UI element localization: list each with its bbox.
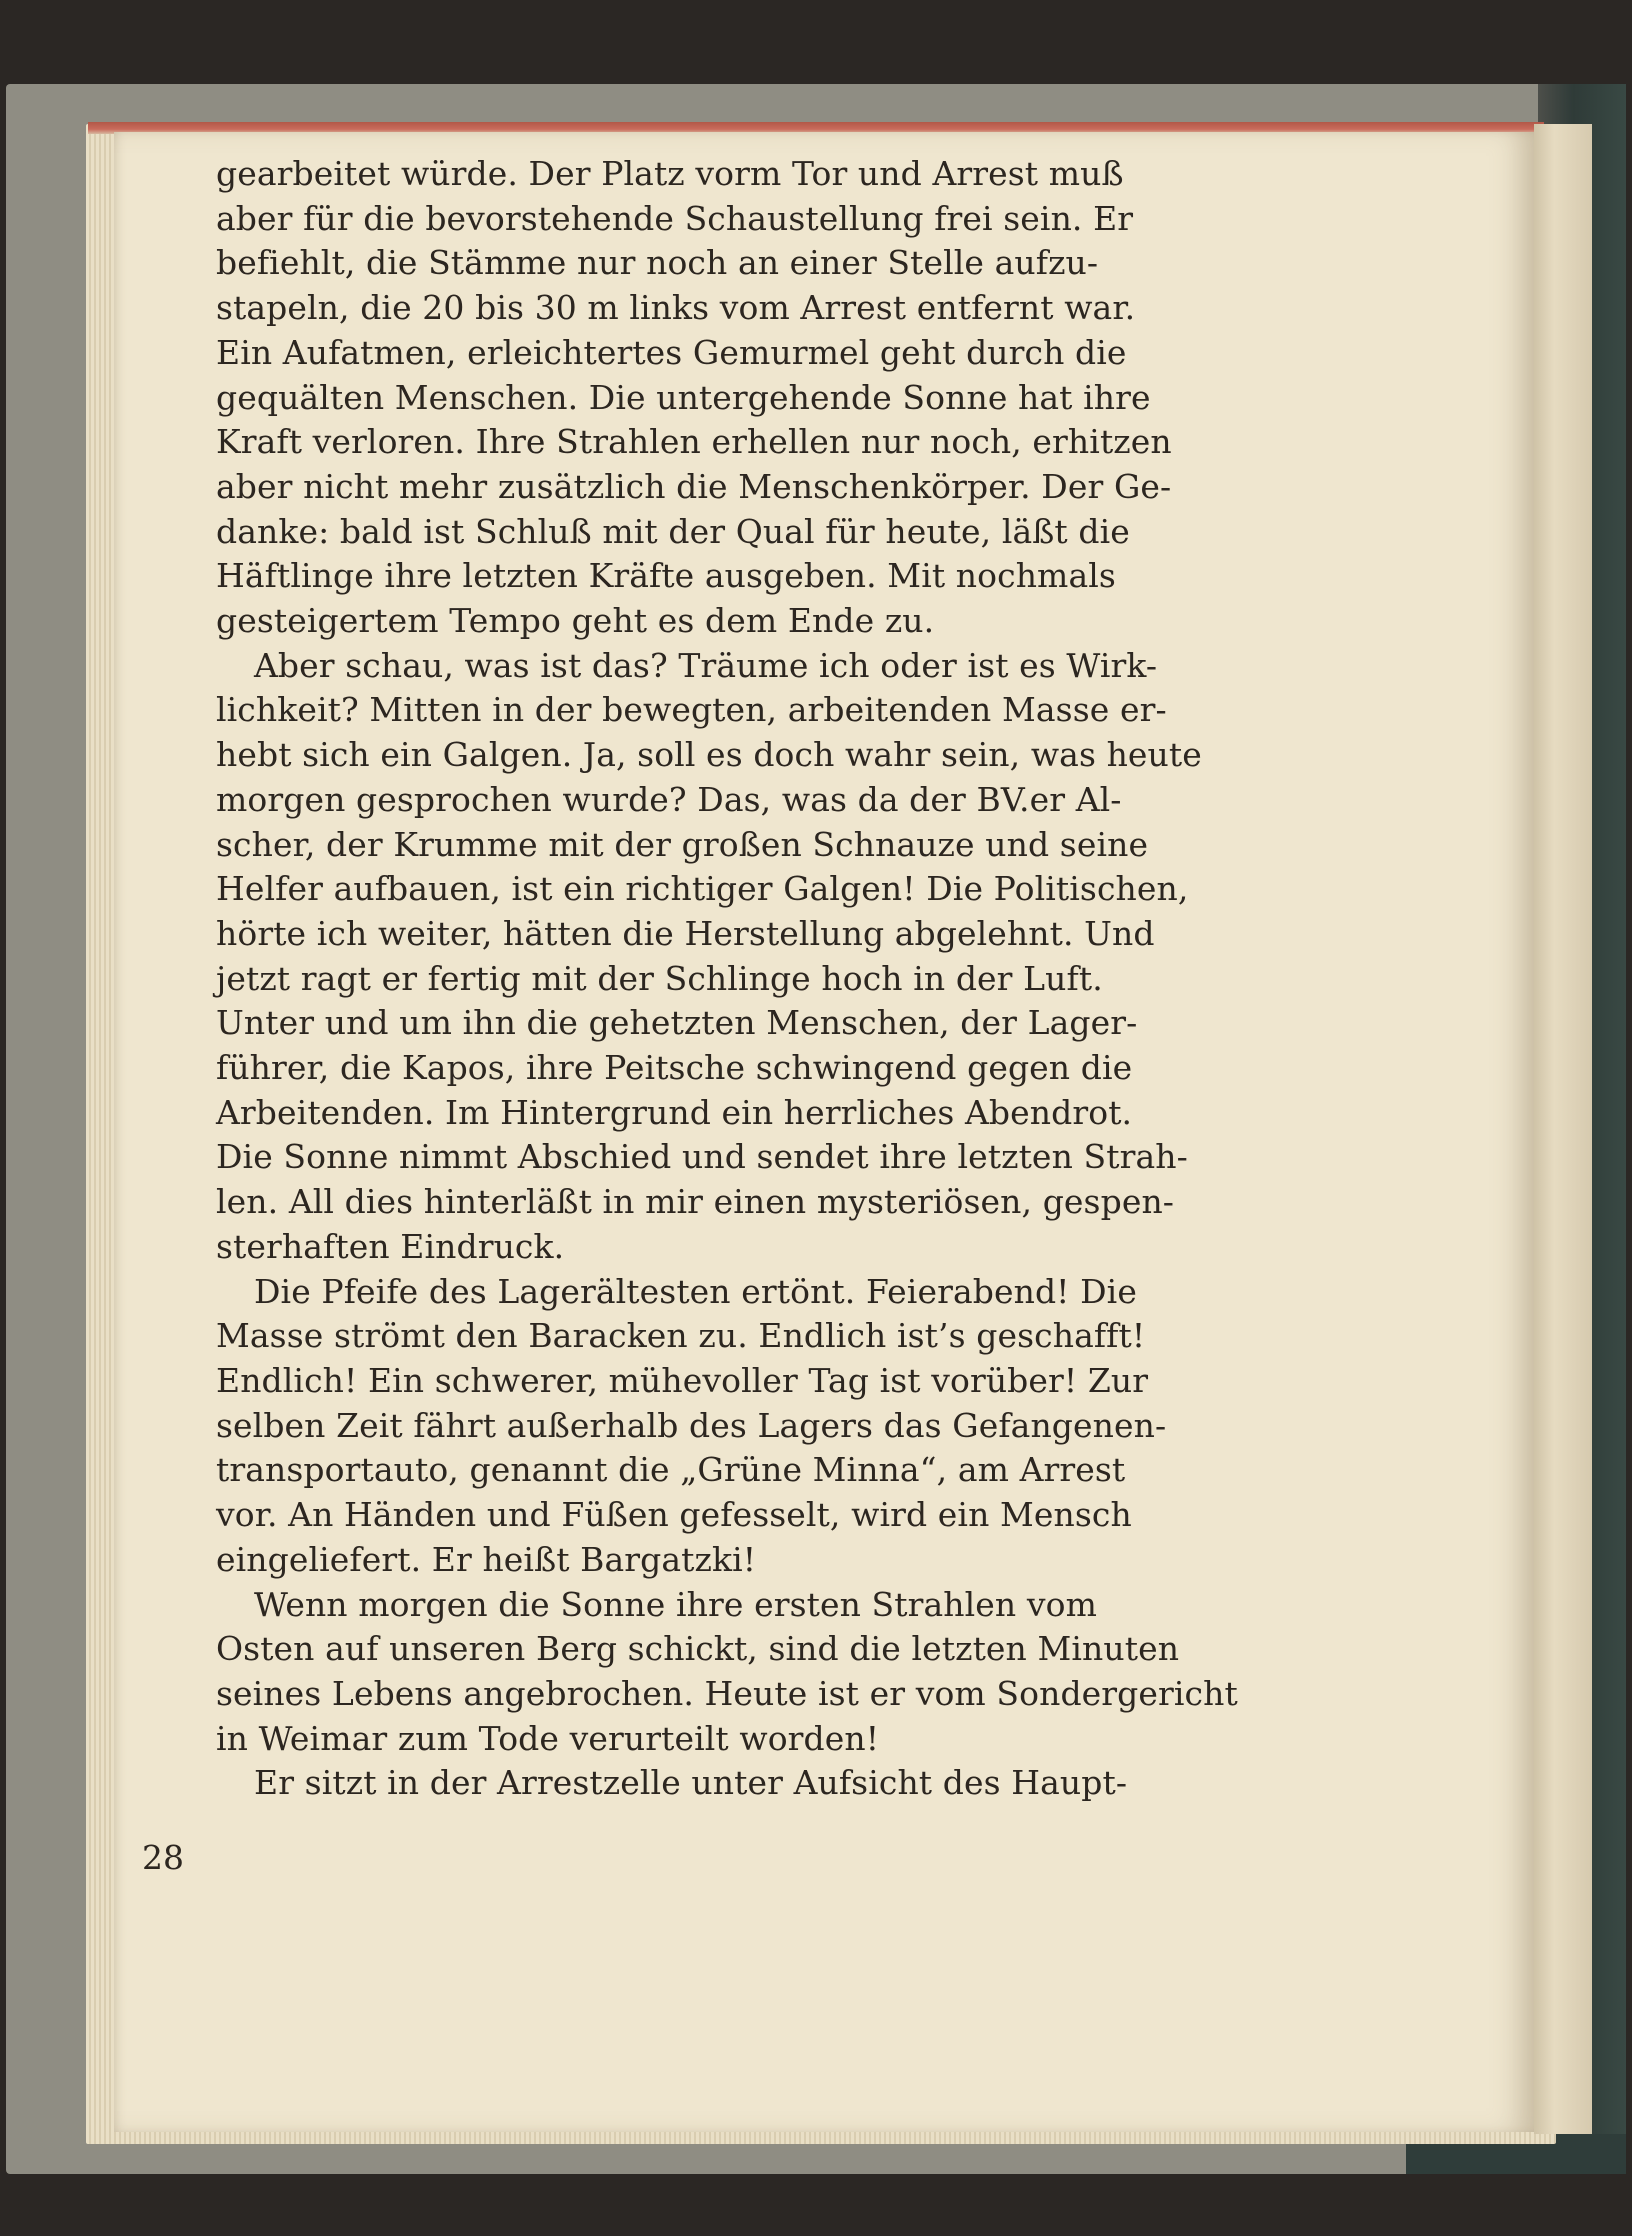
page-number: 28 [142, 1838, 184, 1877]
text-line: seines Lebens angebrochen. Heute ist er vom Sondergericht [216, 1673, 1238, 1713]
text-line: Arbeitenden. Im Hintergrund ein herrliches Abendrot. [216, 1092, 1133, 1132]
facing-page-edge [1534, 124, 1592, 2134]
text-line: Unter und um ihn die gehetzten Menschen, der Lager- [216, 1003, 1138, 1043]
paragraph-start-line: Wenn morgen die Sonne ihre ersten Strahlen vom [254, 1584, 1097, 1624]
text-line: aber nicht mehr zusätzlich die Menschenkörper. Der Ge- [216, 466, 1172, 506]
text-line: Masse strömt den Baracken zu. Endlich ist’s geschafft! [216, 1316, 1146, 1356]
text-line: gearbeitet würde. Der Platz vorm Tor und Arrest muß [216, 154, 1124, 193]
text-line: selben Zeit fährt außerhalb des Lagers das Gefangenen- [216, 1405, 1167, 1445]
page-text [216, 152, 1386, 1806]
paragraph-start-line: Aber schau, was ist das? Träume ich oder ist es Wirk- [254, 645, 1158, 685]
text-line: Die Sonne nimmt Abschied und sendet ihre letzten Strah- [216, 1137, 1188, 1177]
text-line: lichkeit? Mitten in der bewegten, arbeitenden Masse er- [216, 690, 1167, 730]
text-line: sterhaften Eindruck. [216, 1226, 565, 1266]
text-line: Ein Aufatmen, erleichtertes Gemurmel geht durch die [216, 332, 1127, 372]
text-line: befiehlt, die Stämme nur noch an einer Stelle aufzu- [216, 243, 1099, 283]
paragraph-start-line: Die Pfeife des Lagerältesten ertönt. Feierabend! Die [254, 1271, 1137, 1311]
text-line: Endlich! Ein schwerer, mühevoller Tag ist vorüber! Zur [216, 1360, 1149, 1400]
text-line: gequälten Menschen. Die untergehende Sonne hat ihre [216, 377, 1151, 417]
paragraph-start-line: Er sitzt in der Arrestzelle unter Aufsicht des Haupt- [254, 1763, 1128, 1803]
text-line: transportauto, genannt die „Grüne Minna“, am Arrest [216, 1450, 1126, 1490]
text-line: aber für die bevorstehende Schaustellung frei sein. Er [216, 198, 1134, 238]
text-line: danke: bald ist Schluß mit der Qual für heute, läßt die [216, 511, 1130, 551]
text-line: Kraft verloren. Ihre Strahlen erhellen nur noch, erhitzen [216, 422, 1172, 462]
text-line: in Weimar zum Tode verurteilt worden! [216, 1718, 880, 1758]
text-line: jetzt ragt er fertig mit der Schlinge hoch in der Luft. [216, 958, 1103, 998]
text-line: scher, der Krumme mit der großen Schnauze und seine [216, 824, 1149, 864]
text-line: hebt sich ein Galgen. Ja, soll es doch wahr sein, was heute [216, 735, 1202, 775]
text-line: Osten auf unseren Berg schickt, sind die letzten Minuten [216, 1629, 1180, 1669]
text-line: vor. An Händen und Füßen gefesselt, wird ein Mensch [216, 1495, 1132, 1535]
text-line: Helfer aufbauen, ist ein richtiger Galgen! Die Politischen, [216, 869, 1189, 909]
text-line: gesteigertem Tempo geht es dem Ende zu. [216, 601, 935, 641]
text-line: morgen gesprochen wurde? Das, was da der BV.er Al- [216, 779, 1122, 819]
text-line: führer, die Kapos, ihre Peitsche schwingend gegen die [216, 1048, 1133, 1088]
text-line: eingeliefert. Er heißt Bargatzki! [216, 1539, 757, 1579]
text-line: len. All dies hinterläßt in mir einen mysteriösen, gespen- [216, 1182, 1175, 1222]
text-line: Häftlinge ihre letzten Kräfte ausgeben. Mit nochmals [216, 556, 1116, 596]
text-line: stapeln, die 20 bis 30 m links vom Arrest entfernt war. [216, 288, 1136, 328]
text-line: hörte ich weiter, hätten die Herstellung abgelehnt. Und [216, 913, 1155, 953]
